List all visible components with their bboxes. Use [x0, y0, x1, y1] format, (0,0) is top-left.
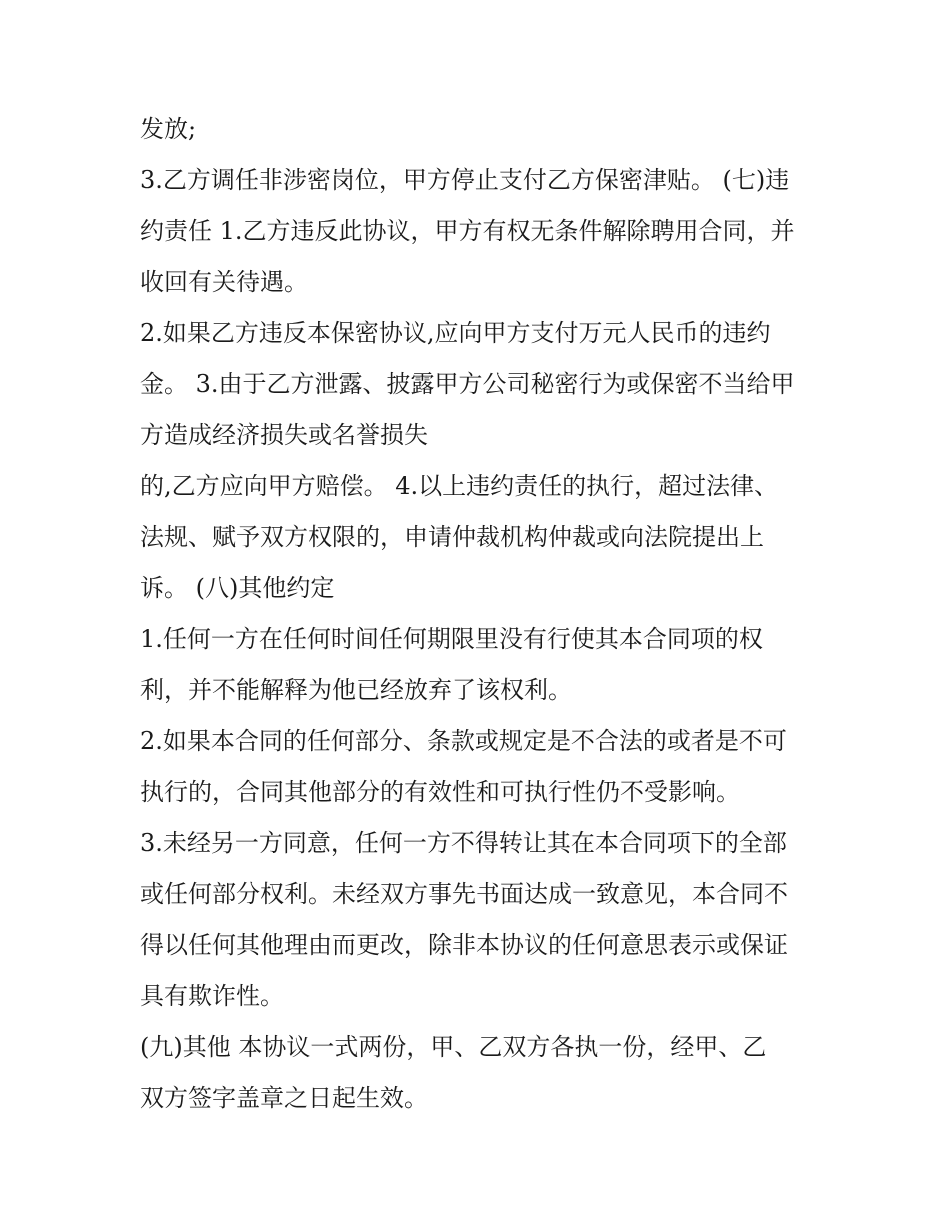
text-line: 的,乙方应向甲方赔偿。 4.以上违约责任的执行，超过法律、	[140, 472, 779, 500]
text-line: 方造成经济损失或名誉损失	[140, 421, 428, 449]
text-line: 2.如果本合同的任何部分、条款或规定是不合法的或者是不可	[140, 727, 787, 755]
text-line: 收回有关待遇。	[140, 268, 308, 296]
text-line: 3.未经另一方同意，任何一方不得转让其在本合同项下的全部	[140, 829, 787, 857]
document-body	[140, 104, 840, 1124]
text-line: 诉。 (八)其他约定	[140, 574, 335, 602]
text-line: 2.如果乙方违反本保密协议,应向甲方支付万元人民币的违约	[140, 319, 771, 347]
text-line: 3.乙方调任非涉密岗位，甲方停止支付乙方保密津贴。 (七)违	[140, 166, 790, 194]
text-line: 发放;	[140, 115, 197, 143]
text-line: 约责任 1.乙方违反此协议，甲方有权无条件解除聘用合同，并	[140, 217, 795, 245]
text-line: 金。 3.由于乙方泄露、披露甲方公司秘密行为或保密不当给甲	[140, 370, 795, 398]
text-line: 执行的，合同其他部分的有效性和可执行性仍不受影响。	[140, 778, 740, 806]
text-line: 利，并不能解释为他已经放弃了该权利。	[140, 676, 572, 704]
text-line: 双方签字盖章之日起生效。	[140, 1084, 428, 1112]
text-line: 法规、赋予双方权限的，申请仲裁机构仲裁或向法院提出上	[140, 523, 764, 551]
text-line: (九)其他 本协议一式两份，甲、乙双方各执一份，经甲、乙	[140, 1033, 767, 1061]
text-line: 或任何部分权利。未经双方事先书面达成一致意见，本合同不	[140, 880, 788, 908]
text-line: 具有欺诈性。	[140, 982, 284, 1010]
text-line: 1.任何一方在任何时间任何期限里没有行使其本合同项的权	[140, 625, 763, 653]
text-line: 得以任何其他理由而更改，除非本协议的任何意思表示或保证	[140, 931, 788, 959]
